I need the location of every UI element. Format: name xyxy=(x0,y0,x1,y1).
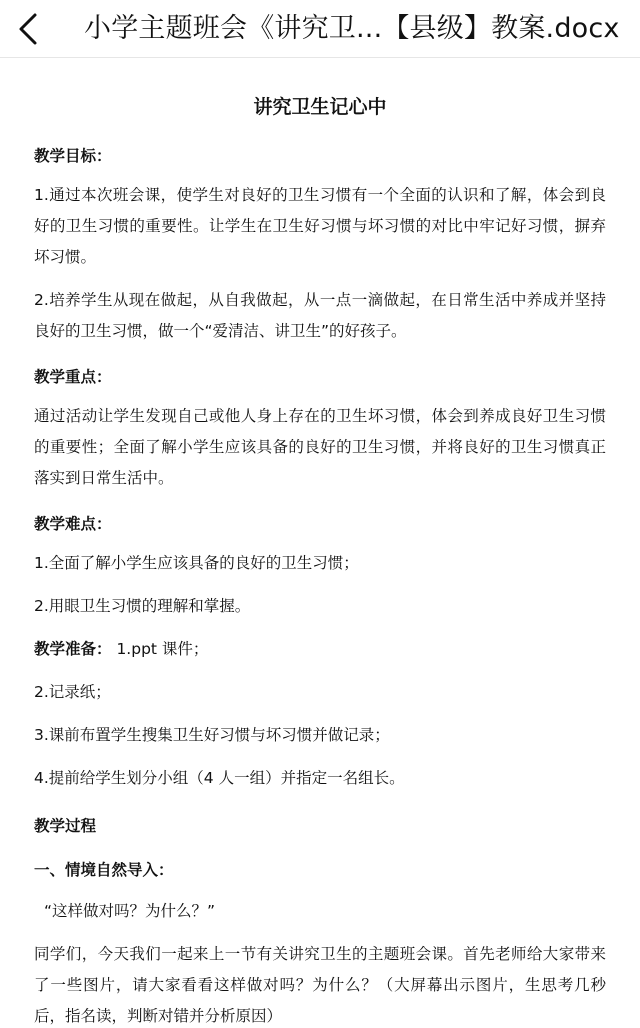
paragraph-prep xyxy=(34,634,606,665)
document-viewer[interactable] xyxy=(0,58,640,1028)
paragraph-prep-2: 2.记录纸； xyxy=(34,683,111,701)
document-title: 小学主题班会《讲究卫...【县级】教案.docx xyxy=(84,12,620,44)
prep-item-1: 1.ppt 课件； xyxy=(111,640,209,658)
paragraph-focus: 通过活动让学生发现自己或他人身上存在的卫生坏习惯，体会到养成良好卫生习惯的重要性；全面了解小学生应该具备的良好的卫生习惯，并将良好的卫生习惯真正落实到日常生活中。 xyxy=(34,407,606,487)
paragraph-goal-1: 1.通过本次班会课，使学生对良好的卫生习惯有一个全面的认识和了解，体会到良好的卫生习惯的重要性。让学生在卫生好习惯与坏习惯的对比中牢记好习惯，摒弃坏习惯。 xyxy=(34,186,606,266)
section-title-prep: 教学准备： xyxy=(34,640,112,658)
paragraph-prep-3: 3.课前布置学生搜集卫生好习惯与坏习惯并做记录； xyxy=(34,726,390,744)
back-button[interactable] xyxy=(0,0,56,58)
section-title-part1: 一、情境自然导入： xyxy=(34,861,174,879)
section-title-difficulty: 教学难点： xyxy=(34,515,112,533)
section-title-process: 教学过程 xyxy=(34,817,97,835)
paragraph-difficulty-2: 2.用眼卫生习惯的理解和掌握。 xyxy=(34,597,251,615)
top-bar xyxy=(0,0,640,58)
chevron-left-icon xyxy=(17,12,39,46)
paragraph-intro: 同学们，今天我们一起来上一节有关讲究卫生的主题班会课。首先老师给大家带来了一些图片，请大家看看这样做对吗？为什么？（大屏幕出示图片，生思考几秒后，指名读，判断对错并分析原因） xyxy=(34,945,606,1025)
paragraph-goal-2: 2.培养学生从现在做起，从自我做起，从一点一滴做起，在日常生活中养成并坚持良好的卫生习惯，做一个“爱清洁、讲卫生”的好孩子。 xyxy=(34,291,606,340)
section-title-focus: 教学重点： xyxy=(34,368,112,386)
paragraph-quote: “这样做对吗？为什么？” xyxy=(44,902,216,920)
paragraph-difficulty-1: 1.全面了解小学生应该具备的良好的卫生习惯； xyxy=(34,554,359,572)
section-title-goals: 教学目标： xyxy=(34,147,112,165)
paragraph-prep-4: 4.提前给学生划分小组（4 人一组）并指定一名组长。 xyxy=(34,769,405,787)
document-heading: 讲究卫生记心中 xyxy=(253,96,387,118)
